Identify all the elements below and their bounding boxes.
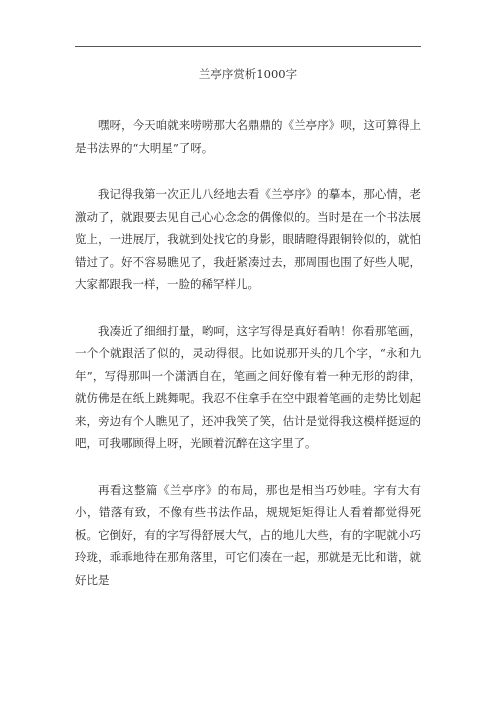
paragraph-4: 再看这整篇《兰亭序》的布局，那也是相当巧妙哇。字有大有小，错落有致，不像有些书法作品，规规矩矩得让人看着都觉得死板。它倒好，有的字写得舒展大气，占的地儿大些，有的字呢就小巧玲珑，乖乖地待在那角落里，可它们凑在一起，那就是无比和谐，就好比是	[75, 482, 421, 587]
header-rule	[75, 46, 421, 47]
document-body	[75, 114, 421, 615]
document-title: 兰亭序赏析1000字	[198, 67, 298, 81]
paragraph-1: 嘿呀，今天咱就来唠唠那大名鼎鼎的《兰亭序》呗，这可算得上是书法界的“大明星”了呀。	[75, 118, 421, 155]
paragraph-2: 我记得我第一次正儿八经地去看《兰亭序》的摹本，那心情，老激动了，就跟要去见自己心心念念的偶像似的。当时是在一个书法展览上，一进展厅，我就到处找它的身影，眼睛瞪得跟铜铃似的，就怕错过了。好不容易瞧见了，我赶紧凑过去，那周围也围了好些人呢，大家都跟我一样，一脸的稀罕样儿。	[75, 187, 421, 291]
paragraph-3: 我凑近了细细打量，哟呵，这字写得是真好看呐！你看那笔画，一个个就跟活了似的，灵动得很。比如说那开头的几个字，“永和九年”，写得那叫一个潇洒自在，笔画之间好像有着一种无形的韵律，就仿佛是在纸上跳舞呢。我忍不住拿手在空中跟着笔画的走势比划起来，旁边有个人瞧见了，还冲我笑了笑，估计是觉得我这模样挺逗的吧，可我哪顾得上呀，光顾着沉醉在这字里了。	[75, 323, 421, 450]
